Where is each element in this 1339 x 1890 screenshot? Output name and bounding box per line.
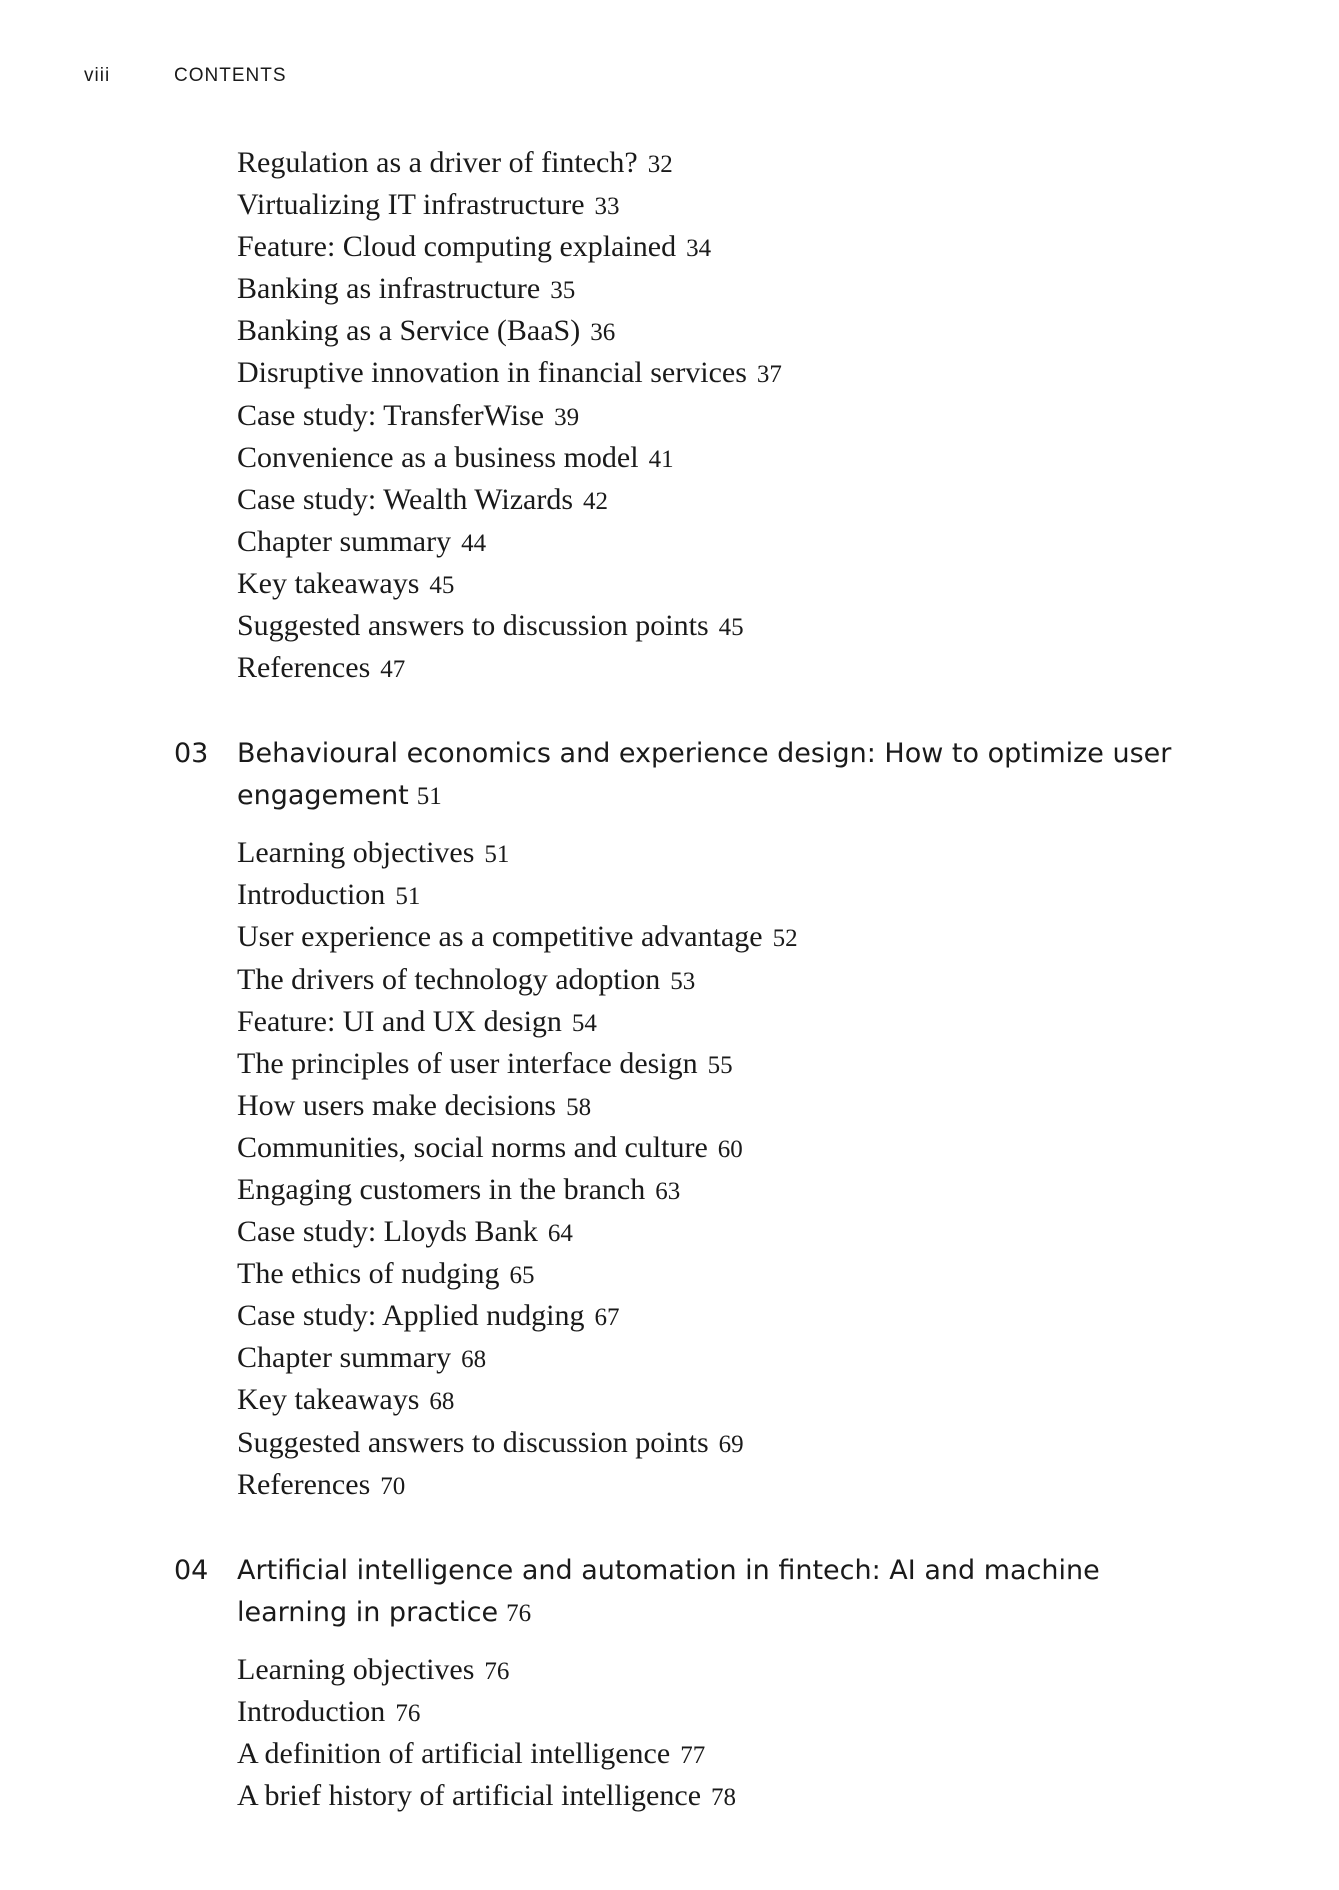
toc-entry-page: 69 — [718, 1430, 744, 1458]
toc-entry-page: 47 — [380, 656, 406, 684]
chapter-page: 76 — [506, 1599, 532, 1627]
toc-entry-page: 33 — [594, 193, 620, 221]
toc-entry-page: 39 — [554, 403, 580, 431]
toc-entry-page: 37 — [756, 361, 782, 389]
toc-entry-title: Learning objectives — [237, 836, 475, 870]
chapter-number: 03 — [174, 738, 209, 770]
toc-entry-page: 77 — [680, 1741, 706, 1769]
chapter-page: 51 — [416, 783, 442, 811]
toc-entry — [237, 142, 1294, 184]
table-of-contents — [174, 142, 1294, 1817]
toc-entry-page: 60 — [717, 1135, 743, 1163]
toc-entry-page: 55 — [707, 1051, 733, 1079]
toc-entry — [237, 832, 1294, 874]
toc-entry — [237, 1649, 1294, 1691]
toc-entry-title: Case study: TransferWise — [237, 398, 545, 432]
toc-entry — [237, 352, 1294, 394]
toc-entry-page: 35 — [550, 277, 576, 305]
toc-entry-page: 51 — [395, 883, 421, 911]
toc-entry — [237, 647, 1294, 689]
toc-entry-list — [237, 1649, 1294, 1817]
toc-entry-page: 68 — [461, 1346, 487, 1374]
toc-entry-page: 65 — [509, 1262, 535, 1290]
toc-entry-title: A brief history of artificial intelligence — [237, 1779, 702, 1812]
toc-entry-title: Chapter summary — [237, 524, 452, 558]
toc-entry-list — [237, 832, 1294, 1506]
toc-entry-title: The ethics of nudging — [237, 1257, 500, 1291]
toc-entry — [237, 226, 1294, 268]
chapter-heading-04 — [174, 1550, 1294, 1635]
toc-entry-title: Suggested answers to discussion points — [237, 609, 709, 643]
toc-entry-title: Feature: UI and UX design — [237, 1004, 562, 1038]
toc-entry — [237, 916, 1294, 958]
toc-entry-page: 54 — [571, 1009, 597, 1037]
toc-entry-title: References — [237, 651, 371, 685]
toc-entry-title: Key takeaways — [237, 1383, 420, 1417]
toc-entry-page: 63 — [655, 1177, 681, 1205]
toc-entry-page: 44 — [461, 529, 487, 557]
toc-entry-title: Chapter summary — [237, 1341, 452, 1375]
toc-entry — [237, 959, 1294, 1001]
toc-entry-page: 42 — [583, 487, 609, 515]
toc-entry — [237, 1691, 1294, 1733]
toc-entry-page: 53 — [670, 967, 696, 995]
chapter-title — [237, 1550, 1197, 1635]
chapter-title-text: Artificial intelligence and automation in fintech: AI and machine learning in practice — [237, 1554, 1100, 1628]
toc-entry — [237, 437, 1294, 479]
toc-entry-page: 76 — [484, 1657, 510, 1685]
toc-entry-title: Feature: Cloud computing explained — [237, 230, 677, 264]
toc-entry — [237, 1337, 1294, 1379]
toc-entry-page: 78 — [711, 1784, 737, 1811]
toc-entry-title: Case study: Wealth Wizards — [237, 482, 574, 516]
toc-entry — [237, 605, 1294, 647]
toc-entry-title: Introduction — [237, 878, 386, 912]
toc-entry — [237, 184, 1294, 226]
toc-entry — [237, 1295, 1294, 1337]
toc-entry-page: 76 — [395, 1699, 421, 1727]
toc-entry — [237, 1775, 1294, 1817]
toc-entry-title: User experience as a competitive advantage — [237, 920, 763, 954]
toc-entry — [237, 563, 1294, 605]
toc-entry-page: 64 — [547, 1220, 573, 1248]
toc-entry-title: Virtualizing IT infrastructure — [237, 188, 585, 222]
toc-entry — [237, 1127, 1294, 1169]
toc-entry-title: Key takeaways — [237, 566, 420, 600]
toc-entry-title: References — [237, 1467, 371, 1501]
toc-entry-page: 34 — [686, 235, 712, 263]
toc-entry-title: Banking as a Service (BaaS) — [237, 314, 581, 348]
toc-entry-page: 41 — [648, 445, 674, 473]
toc-entry-page: 45 — [718, 614, 744, 642]
toc-entry-title: Engaging customers in the branch — [237, 1172, 646, 1206]
toc-entry — [237, 268, 1294, 310]
toc-entry — [237, 874, 1294, 916]
page-folio: viii — [84, 65, 111, 86]
toc-entry-page: 67 — [594, 1304, 620, 1332]
toc-entry — [237, 1253, 1294, 1295]
toc-entry-title: Regulation as a driver of fintech? — [237, 146, 638, 179]
running-head-section: CONTENTS — [174, 65, 287, 86]
toc-entry — [237, 1001, 1294, 1043]
toc-entry-page: 52 — [772, 925, 798, 953]
running-head — [84, 66, 287, 85]
toc-entry — [237, 1211, 1294, 1253]
toc-entry — [237, 1733, 1294, 1775]
toc-entry-title: A definition of artificial intelligence — [237, 1736, 671, 1770]
toc-entry-title: Banking as infrastructure — [237, 272, 541, 306]
chapter-title — [237, 733, 1197, 818]
toc-entry — [237, 479, 1294, 521]
toc-entry — [237, 1169, 1294, 1211]
toc-entry-page: 68 — [429, 1388, 455, 1416]
toc-entry — [237, 521, 1294, 563]
toc-entry-title: Suggested answers to discussion points — [237, 1425, 709, 1459]
toc-entry-page: 58 — [566, 1093, 592, 1121]
toc-entry-title: How users make decisions — [237, 1088, 557, 1122]
toc-entry-page: 45 — [429, 571, 455, 599]
toc-entry — [237, 1379, 1294, 1421]
toc-entry-title: Case study: Lloyds Bank — [237, 1215, 538, 1249]
toc-entry-page: 32 — [647, 151, 673, 178]
toc-entry-page: 70 — [380, 1472, 406, 1500]
toc-entry — [237, 1464, 1294, 1506]
toc-entry — [237, 1085, 1294, 1127]
toc-entry — [237, 395, 1294, 437]
toc-entry-title: Disruptive innovation in financial services — [237, 356, 747, 390]
toc-entry-title: Learning objectives — [237, 1652, 475, 1686]
toc-entry-title: Convenience as a business model — [237, 440, 639, 474]
toc-entry-title: The principles of user interface design — [237, 1046, 698, 1080]
toc-entry — [237, 310, 1294, 352]
chapter-number: 04 — [174, 1554, 209, 1586]
toc-entry-title: The drivers of technology adoption — [237, 962, 661, 996]
toc-entry — [237, 1043, 1294, 1085]
toc-entry — [237, 1422, 1294, 1464]
toc-entry-title: Case study: Applied nudging — [237, 1299, 585, 1333]
chapter-title-text: Behavioural economics and experience design: How to optimize user engagement — [237, 738, 1172, 812]
toc-entry-title: Communities, social norms and culture — [237, 1130, 708, 1164]
toc-entry-page: 51 — [484, 841, 510, 869]
toc-entry-list — [237, 142, 1294, 689]
toc-entry-title: Introduction — [237, 1694, 386, 1728]
toc-entry-page: 36 — [590, 319, 616, 347]
chapter-heading-03 — [174, 733, 1294, 818]
